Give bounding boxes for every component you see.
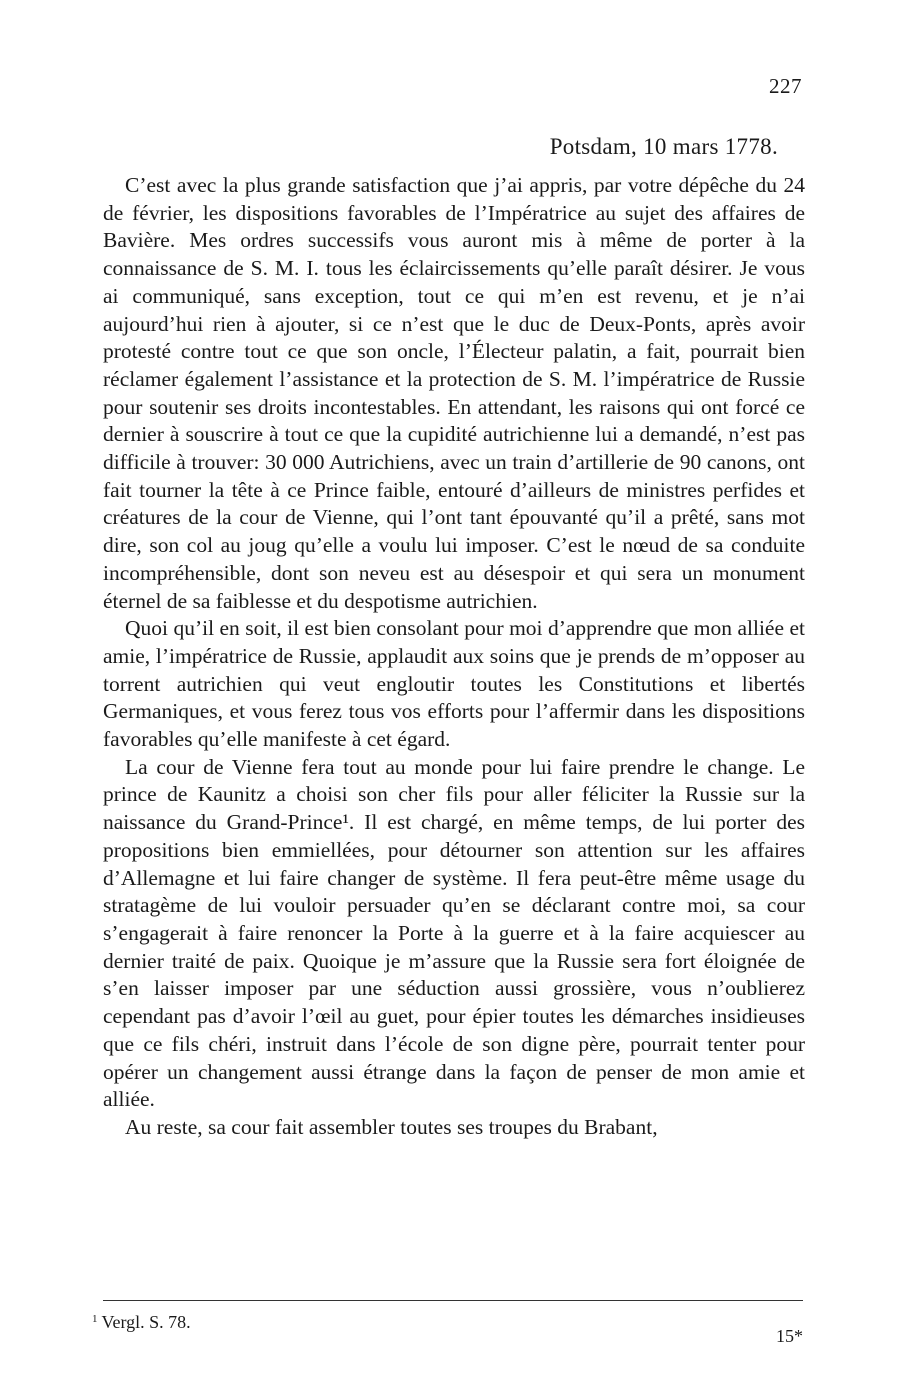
page-number: 227: [769, 74, 802, 98]
footnote-divider: [103, 1300, 803, 1301]
letter-body: [103, 172, 805, 1142]
footnote: [92, 1312, 191, 1333]
paragraph-3: La cour de Vienne fera tout au monde pour lui faire prendre le change. Le prince de Kaunitz a choisi son cher fils pour aller féliciter la Russie sur la naissance du Grand-Prince¹. Il est chargé, en même temps, de lui porter des propositions bien emmiellées, pour détourner son attention sur les affaires d’Allemagne et lui faire changer de système. Il fera peut-être même usage du stratagème de lui vouloir persuader qu’en se déclarant contre moi, sa cour s’engagerait à faire renoncer la Porte à la guerre et à la faire acquiescer au dernier traité de paix. Quoique je m’assure que la Russie sera fort éloignée de s’en laisser imposer par une séduction aussi grossière, vous n’oublierez cependant pas d’avoir l’œil au guet, pour épier toutes les démarches insidieuses que ce fils chéri, instruit dans l’école de son digne père, pourrait tenter pour opérer un changement aussi étrange dans la façon de penser de mon amie et alliée.: [103, 754, 805, 1112]
footnote-marker: 1: [92, 1313, 98, 1325]
footnote-text: Vergl. S. 78.: [101, 1312, 191, 1332]
paragraph-2: Quoi qu’il en soit, il est bien consolant pour moi d’apprendre que mon alliée et amie, l’impératrice de Russie, applaudit aux soins que je prends de m’opposer au torrent autrichien qui veut engloutir toutes les Constitutions et libertés Germaniques, et vous ferez tous vos efforts pour l’affermir dans les dispositions favorables qu’elle manifeste à cet égard.: [103, 616, 805, 752]
paragraph-4: Au reste, sa cour fait assembler toutes ses troupes du Brabant,: [125, 1114, 658, 1139]
signature-mark: 15*: [776, 1326, 803, 1346]
paragraph-1: C’est avec la plus grande satisfaction que j’ai appris, par votre dépêche du 24 de février, les dispositions favorables de l’Impératrice au sujet des affaires de Bavière. Mes ordres successifs vous auront mis à même de porter à la connaissance de S. M. I. tous les éclaircissements qu’elle paraît désirer. Je vous ai communiqué, sans exception, tout ce qui m’en est revenu, et je n’ai aujourd’hui rien à ajouter, si ce n’est que le duc de Deux-Ponts, après avoir protesté contre tout ce que son oncle, l’Électeur palatin, a fait, pourrait bien réclamer également l’assistance et la protection de S. M. l’impératrice de Russie pour soutenir ses droits incontestables. En attendant, les raisons qui ont forcé ce dernier à souscrire à tout ce que la cupidité autrichienne lui a demandé, n’est pas difficile à trouver: 30 000 Autrichiens, avec un train d’artillerie de 90 canons, ont fait tourner la tête à ce Prince faible, entouré d’ailleurs de ministres perfides et créatures de la cour de Vienne, qui l’ont tant épouvanté qu’il a prêté, sans mot dire, son col au joug qu’elle a voulu lui imposer. C’est le nœud de sa conduite incompréhensible, dont son neveu est au désespoir et qui sera un monument éternel de sa faiblesse et du despotisme autrichien.: [103, 173, 805, 613]
letter-dateline: Potsdam, 10 mars 1778.: [549, 134, 778, 159]
